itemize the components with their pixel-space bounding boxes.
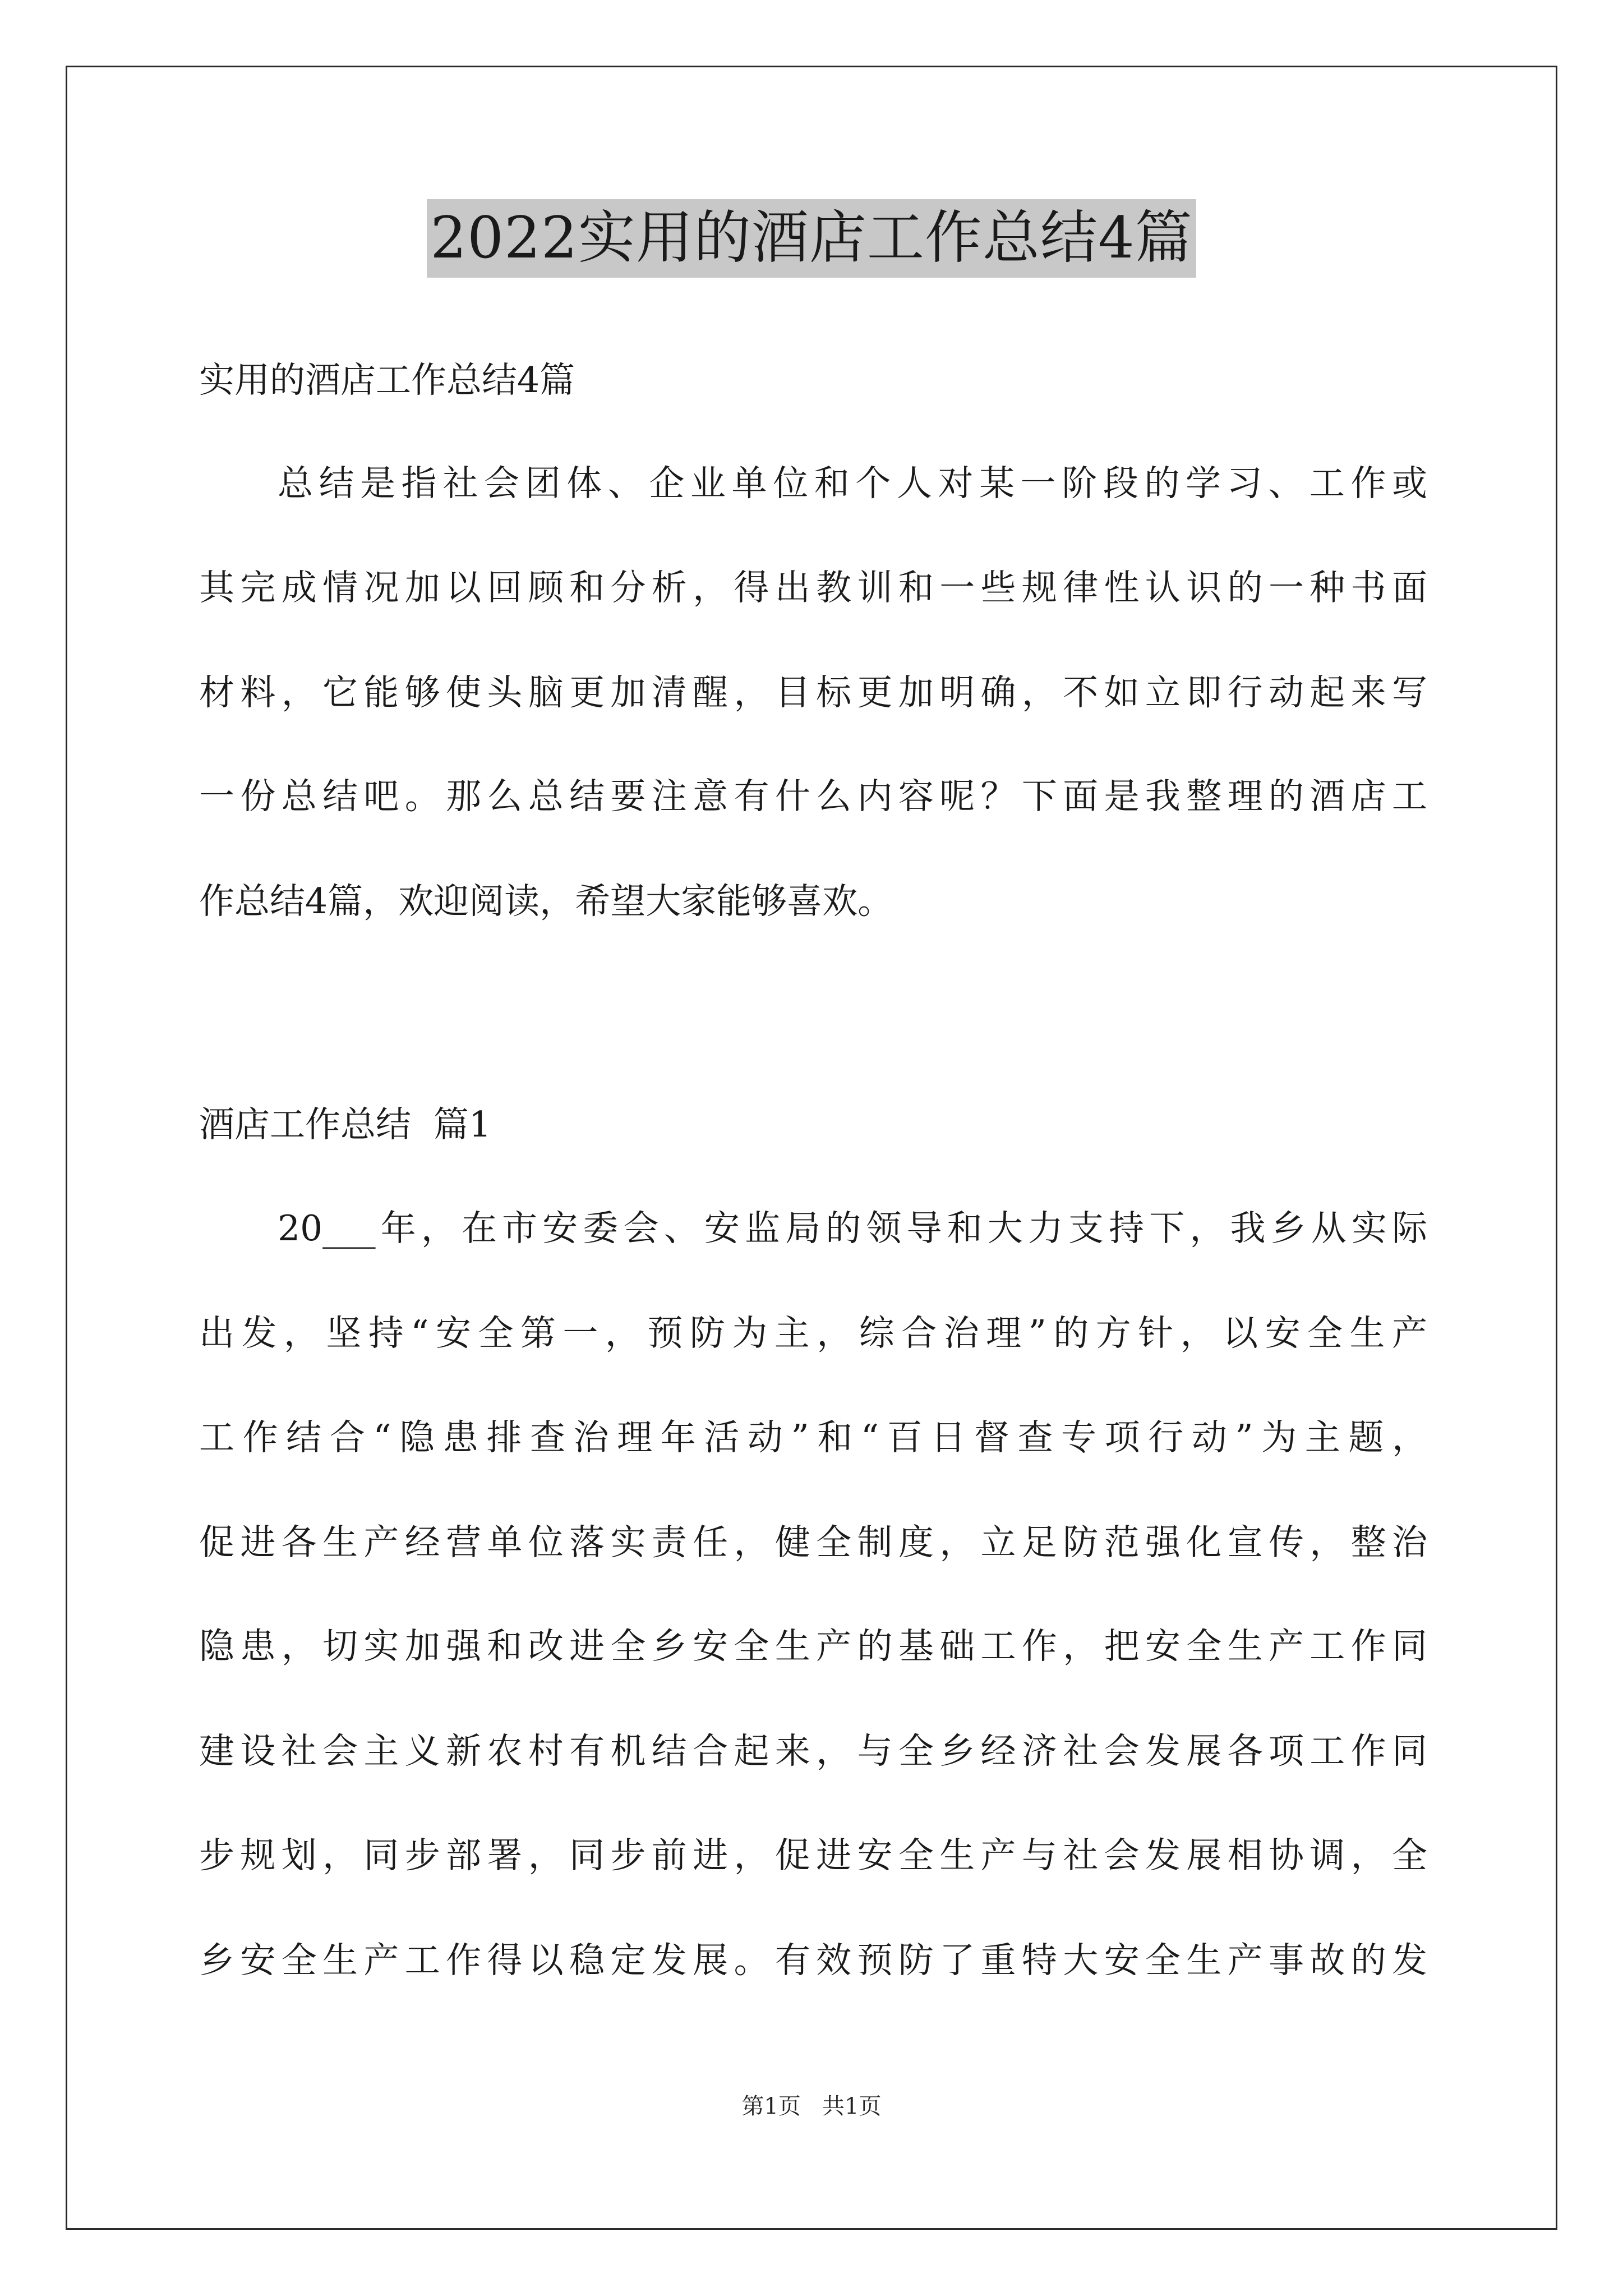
- section-heading: 酒店工作总结 篇1: [199, 1104, 492, 1145]
- section-line: 乡安全生产工作得以稳定发展。有效预防了重特大安全生产事故的发: [199, 1940, 1427, 1981]
- section-line: 出发，坚持“安全第一，预防为主，综合治理”的方针，以安全生产: [199, 1313, 1427, 1354]
- intro-line: 其完成情况加以回顾和分析，得出教训和一些规律性认识的一种书面: [199, 567, 1427, 608]
- intro-line: 一份总结吧。那么总结要注意有什么内容呢？下面是我整理的酒店工: [199, 776, 1427, 817]
- document-title: 2022实用的酒店工作总结4篇: [427, 199, 1196, 278]
- intro-line: 作总结4篇，欢迎阅读，希望大家能够喜欢。: [199, 881, 893, 922]
- section-line: 促进各生产经营单位落实责任，健全制度，立足防范强化宣传，整治: [199, 1522, 1427, 1563]
- intro-line: 总结是指社会团体、企业单位和个人对某一阶段的学习、工作或: [278, 463, 1427, 504]
- intro-line: 材料，它能够使头脑更加清醒，目标更加明确，不如立即行动起来写: [199, 672, 1427, 713]
- section-line: 工作结合“隐患排查治理年活动”和“百日督查专项行动”为主题，: [199, 1417, 1427, 1458]
- document-subtitle: 实用的酒店工作总结4篇: [199, 360, 575, 401]
- section-line: 建设社会主义新农村有机结合起来，与全乡经济社会发展各项工作同: [199, 1731, 1427, 1772]
- section-line: 20___年，在市安委会、安监局的领导和大力支持下，我乡从实际: [278, 1208, 1427, 1249]
- section-line: 隐患，切实加强和改进全乡安全生产的基础工作，把安全生产工作同: [199, 1626, 1427, 1667]
- page-footer: 第1页 共1页: [741, 2093, 882, 2119]
- section-line: 步规划，同步部署，同步前进，促进安全生产与社会发展相协调，全: [199, 1835, 1427, 1876]
- title-container: [0, 199, 1623, 278]
